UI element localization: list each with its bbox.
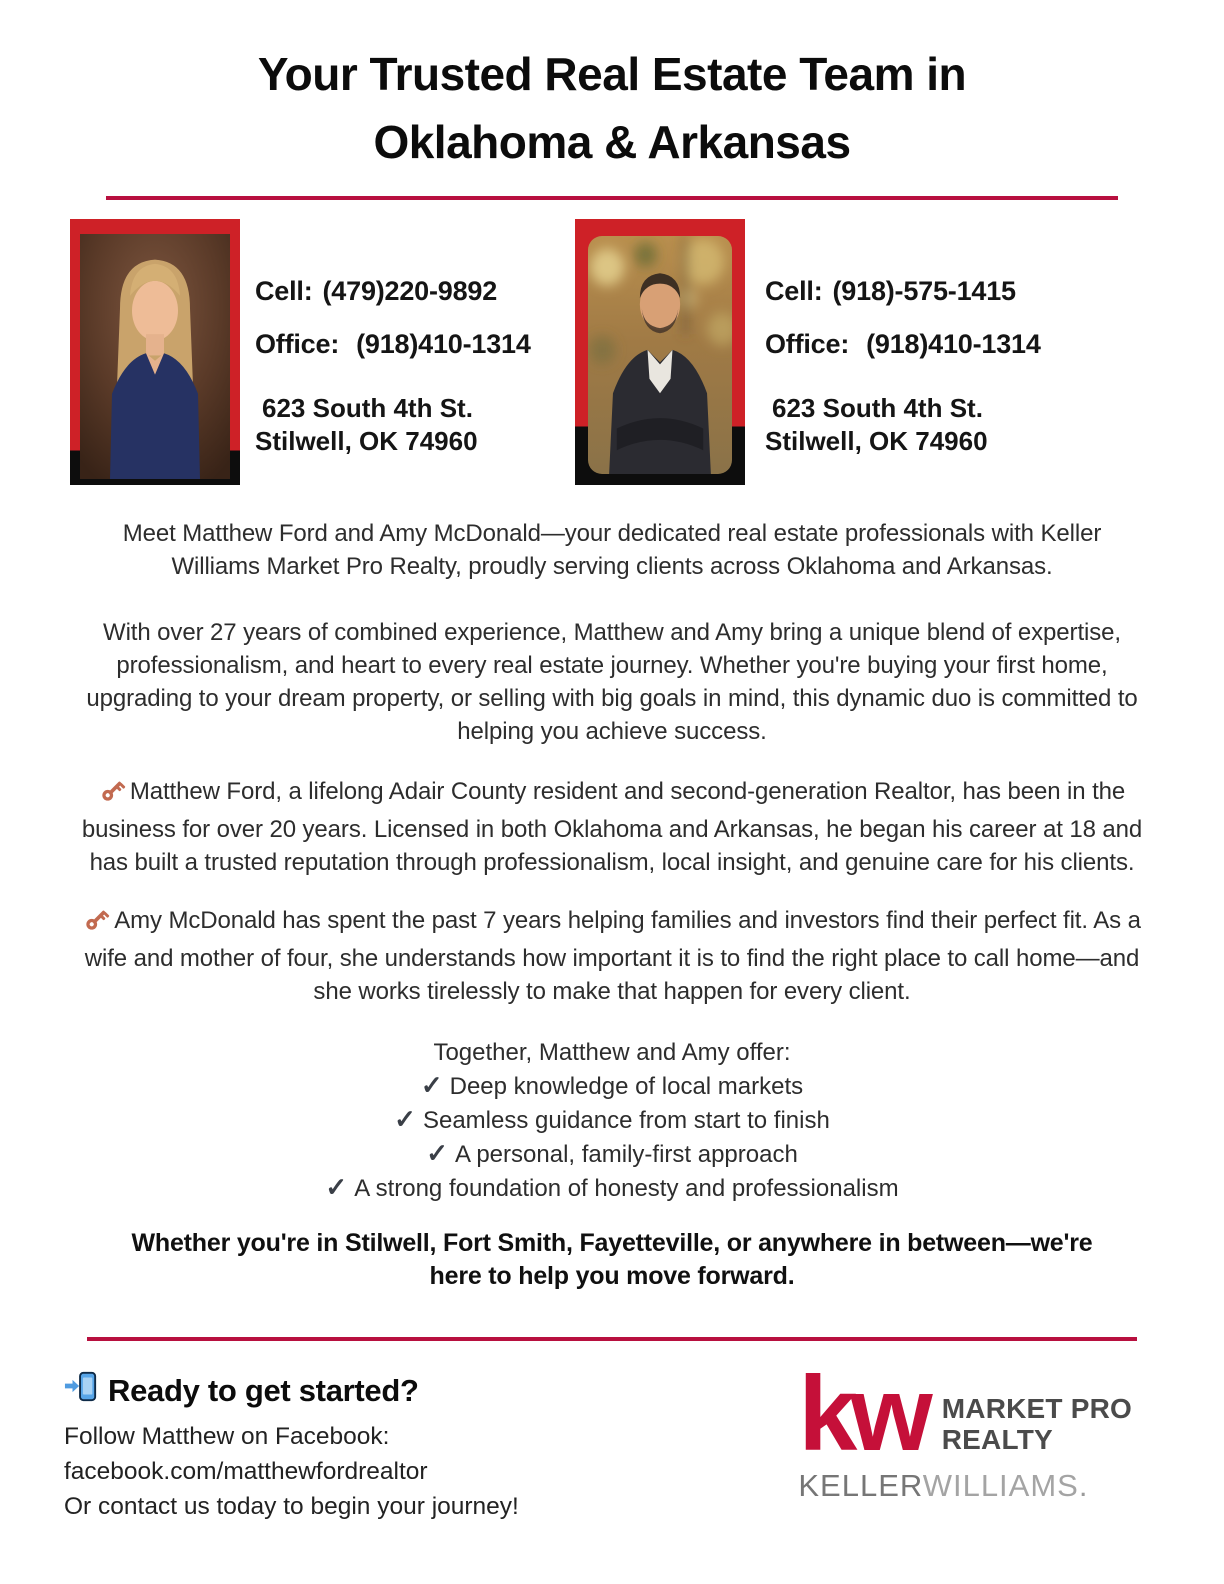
address-line2: Stilwell, OK 74960: [255, 426, 478, 456]
office-label: Office:: [255, 329, 340, 359]
amy-bio-text: Amy McDonald has spent the past 7 years helping families and investors find their perfect fit. As a wife and mother of four, she understands how important it is to find the right place to call home—and she works tirelessly to make that happen for every client.: [84, 907, 1141, 1005]
cell-number: (918)-575-1415: [832, 276, 1016, 306]
address-line1: 623 South 4th St.: [772, 393, 983, 423]
page-title: [0, 0, 1224, 176]
office-label: Office:: [765, 329, 850, 359]
offer-item: [67, 1171, 1157, 1205]
kw-market-pro-logo: [798, 1355, 1132, 1504]
top-divider: [106, 196, 1118, 200]
address-line2: Stilwell, OK 74960: [765, 426, 988, 456]
wordmark-period: .: [1078, 1467, 1089, 1503]
check-icon: ✓: [420, 1070, 443, 1100]
cta-heading-row: [64, 1371, 519, 1410]
key-icon: [99, 777, 126, 813]
matthew-bio-paragraph: [80, 775, 1144, 879]
matthew-portrait-illustration: [588, 236, 732, 474]
cta-block: [64, 1365, 519, 1524]
offer-item-text: A strong foundation of honesty and professionalism: [354, 1175, 899, 1202]
brand-line2: REALTY: [941, 1423, 1053, 1455]
offer-heading: Together, Matthew and Amy offer:: [433, 1039, 791, 1066]
offer-list: [67, 1037, 1157, 1205]
amy-portrait-illustration: [80, 234, 230, 479]
cell-label: Cell:: [255, 276, 313, 306]
matthew-portrait-photo: [588, 236, 732, 474]
kw-logo-top: [798, 1355, 1132, 1473]
phone-with-arrow-icon: [64, 1371, 98, 1410]
photo-frame-matthew: [575, 219, 745, 485]
cell-label: Cell:: [765, 276, 823, 306]
matthew-bio-text: Matthew Ford, a lifelong Adair County resident and second-generation Realtor, has been in the business for over 20 years. Licensed in both Oklahoma and Arkansas, he began his career at 18 and has built a trusted reputation through professionalism, local insight, and genuine care for his clients.: [81, 778, 1143, 876]
keller-williams-wordmark: [798, 1468, 1132, 1504]
amy-office-line: [255, 327, 531, 361]
cta-heading-text: Ready to get started?: [108, 1372, 419, 1408]
offer-item-text: Deep knowledge of local markets: [449, 1073, 804, 1100]
wordmark-keller: KELLER: [798, 1467, 923, 1503]
page-title-line1: Your Trusted Real Estate Team in: [257, 48, 967, 100]
footer: [0, 1355, 1224, 1524]
brand-name: [942, 1393, 1132, 1455]
check-icon: ✓: [394, 1104, 416, 1134]
offer-item-text: Seamless guidance from start to finish: [422, 1107, 830, 1134]
bottom-divider: [87, 1337, 1137, 1341]
facebook-line: Follow Matthew on Facebook:: [64, 1423, 390, 1450]
intro-paragraph: Meet Matthew Ford and Amy McDonald—your dedicated real estate professionals with Keller Williams Market Pro Realty, proudly serving clients across Oklahoma and Arkansas.: [122, 520, 1102, 580]
wordmark-williams: WILLIAMS: [922, 1467, 1079, 1503]
closing-statement: Whether you're in Stilwell, Fort Smith, Fayetteville, or anywhere in between—we're here to help you move forward.: [131, 1229, 1093, 1290]
experience-paragraph: With over 27 years of combined experience, Matthew and Amy bring a unique blend of expertise, professionalism, and heart to every real estate journey. Whether you're buying your first home, upgrading to your dream property, or selling with big goals in mind, this dynamic duo is committed to helping you achieve success.: [86, 619, 1138, 745]
amy-bio-paragraph: [75, 904, 1149, 1008]
offer-item: [67, 1069, 1157, 1103]
check-icon: ✓: [325, 1172, 348, 1202]
cell-number: (479)220-9892: [322, 276, 498, 306]
offer-item: [67, 1137, 1157, 1171]
offer-item: [67, 1103, 1157, 1137]
page-title-line2: Oklahoma & Arkansas: [373, 116, 851, 168]
matthew-address: [765, 392, 1041, 458]
body-copy: [67, 517, 1157, 1293]
brand-line1: MARKET PRO: [941, 1392, 1132, 1424]
address-line1: 623 South 4th St.: [262, 393, 473, 423]
cta-lines: [64, 1419, 519, 1524]
kw-letters: kw: [798, 1355, 926, 1473]
amy-cell-line: [255, 274, 531, 308]
matthew-cell-line: [765, 274, 1041, 308]
amy-portrait-photo: [80, 234, 230, 479]
matthew-office-line: [765, 327, 1041, 361]
amy-contact-block: [255, 274, 531, 458]
offer-item-text: A personal, family-first approach: [454, 1141, 798, 1168]
facebook-url[interactable]: facebook.com/matthewfordrealtor: [64, 1458, 428, 1485]
agents-row: [0, 219, 1224, 487]
photo-frame-amy: [70, 219, 240, 485]
office-number: (918)410-1314: [866, 329, 1041, 359]
amy-address: [255, 392, 531, 458]
key-icon: [83, 906, 110, 942]
cta-journey-line: Or contact us today to begin your journey!: [64, 1493, 519, 1520]
office-number: (918)410-1314: [356, 329, 531, 359]
check-icon: ✓: [426, 1138, 448, 1168]
matthew-contact-block: [765, 274, 1041, 458]
